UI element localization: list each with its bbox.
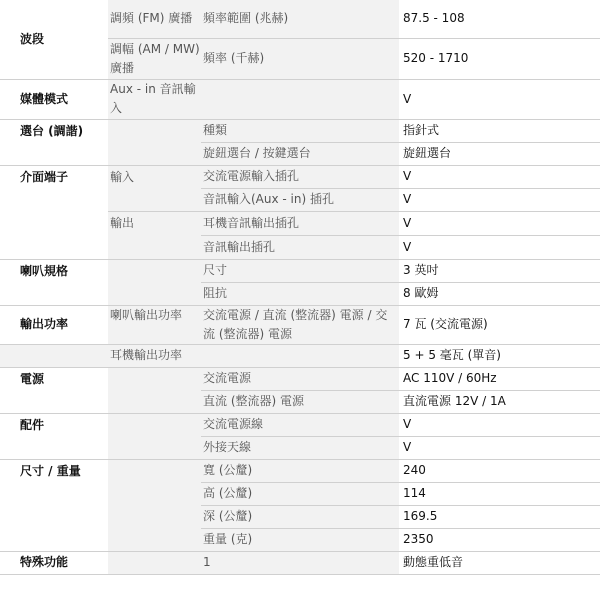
category-dimensions: 尺寸 / 重量 [0,459,108,551]
label-special: 1 [201,551,399,574]
value-height: 114 [399,482,600,505]
label-tuner-knob: 旋鈕選台 / 按鍵選台 [201,142,399,165]
label-fm-range: 頻率範圍 (兆赫) [201,0,399,38]
label-impedance: 阻抗 [201,282,399,305]
label-earphone-out: 耳機音訊輸出插孔 [201,211,399,235]
value-earphone-output: 5 + 5 毫瓦 (單音) [399,344,600,367]
label-dc-power: 直流 (整流器) 電源 [201,390,399,413]
value-aux-in: V [399,79,600,119]
sub-empty [108,459,201,551]
value-audio-out: V [399,235,600,259]
spec-row-output-speaker [0,305,600,344]
spec-row-ports-ac-in [0,165,600,188]
value-depth: 169.5 [399,505,600,528]
sub-aux-in: Aux - in 音訊輸入 [108,79,201,119]
value-speaker-output: 7 瓦 (交流電源) [399,305,600,344]
label-power-cord: 交流電源線 [201,413,399,436]
label-speaker-output: 交流電源 / 直流 (整流器) 電源 / 交流 (整流器) 電源 [201,305,399,344]
value-dc-power: 直流電源 12V / 1A [399,390,600,413]
value-power-cord: V [399,413,600,436]
spec-row-band-fm [0,0,600,38]
value-speaker-size: 3 英吋 [399,259,600,282]
label-antenna: 外接天線 [201,436,399,459]
label-width: 寬 (公釐) [201,459,399,482]
category-speaker: 喇叭規格 [0,259,108,305]
value-aux-jack: V [399,188,600,211]
sub-empty [108,259,201,305]
spec-row-power-ac [0,367,600,390]
spec-row-tuner-type [0,119,600,142]
sub-empty [108,413,201,459]
label-weight: 重量 (克) [201,528,399,551]
category-power: 電源 [0,367,108,413]
spec-row-media [0,79,600,119]
sub-empty [108,367,201,413]
sub-input: 輸入 [108,165,201,211]
category-tuner: 選台 (調諧) [0,119,108,165]
category-ports: 介面端子 [0,165,108,259]
value-ac-power: AC 110V / 60Hz [399,367,600,390]
label-ac-power: 交流電源 [201,367,399,390]
spec-row-dims-width [0,459,600,482]
category-accessories: 配件 [0,413,108,459]
label-tuner-type: 種類 [201,119,399,142]
label-audio-out: 音訊輸出插孔 [201,235,399,259]
label-empty [201,79,399,119]
cell-empty [0,344,108,367]
value-tuner-knob: 旋鈕選台 [399,142,600,165]
value-antenna: V [399,436,600,459]
value-earphone-out: V [399,211,600,235]
spec-row-special [0,551,600,574]
spec-row-output-earphone [0,344,600,367]
value-fm-range: 87.5 - 108 [399,0,600,38]
label-depth: 深 (公釐) [201,505,399,528]
label-aux-jack: 音訊輸入(Aux - in) 插孔 [201,188,399,211]
label-ac-in: 交流電源輸入插孔 [201,165,399,188]
value-width: 240 [399,459,600,482]
category-media: 媒體模式 [0,79,108,119]
category-output: 輸出功率 [0,305,108,344]
value-special: 動態重低音 [399,551,600,574]
label-empty [201,344,399,367]
spec-row-acc-cord [0,413,600,436]
sub-empty [108,551,201,574]
sub-am: 調幅 (AM / MW) 廣播 [108,38,201,79]
spec-row-speaker-size [0,259,600,282]
label-height: 高 (公釐) [201,482,399,505]
category-special: 特殊功能 [0,551,108,574]
category-band: 波段 [0,0,108,79]
sub-earphone-output: 耳機輸出功率 [108,344,201,367]
sub-empty [108,119,201,165]
label-am-freq: 頻率 (千赫) [201,38,399,79]
value-am-freq: 520 - 1710 [399,38,600,79]
sub-speaker-output: 喇叭輸出功率 [108,305,201,344]
value-weight: 2350 [399,528,600,551]
label-speaker-size: 尺寸 [201,259,399,282]
value-tuner-type: 指針式 [399,119,600,142]
sub-output: 輸出 [108,211,201,259]
sub-fm: 調頻 (FM) 廣播 [108,0,201,38]
value-ac-in: V [399,165,600,188]
value-impedance: 8 歐姆 [399,282,600,305]
